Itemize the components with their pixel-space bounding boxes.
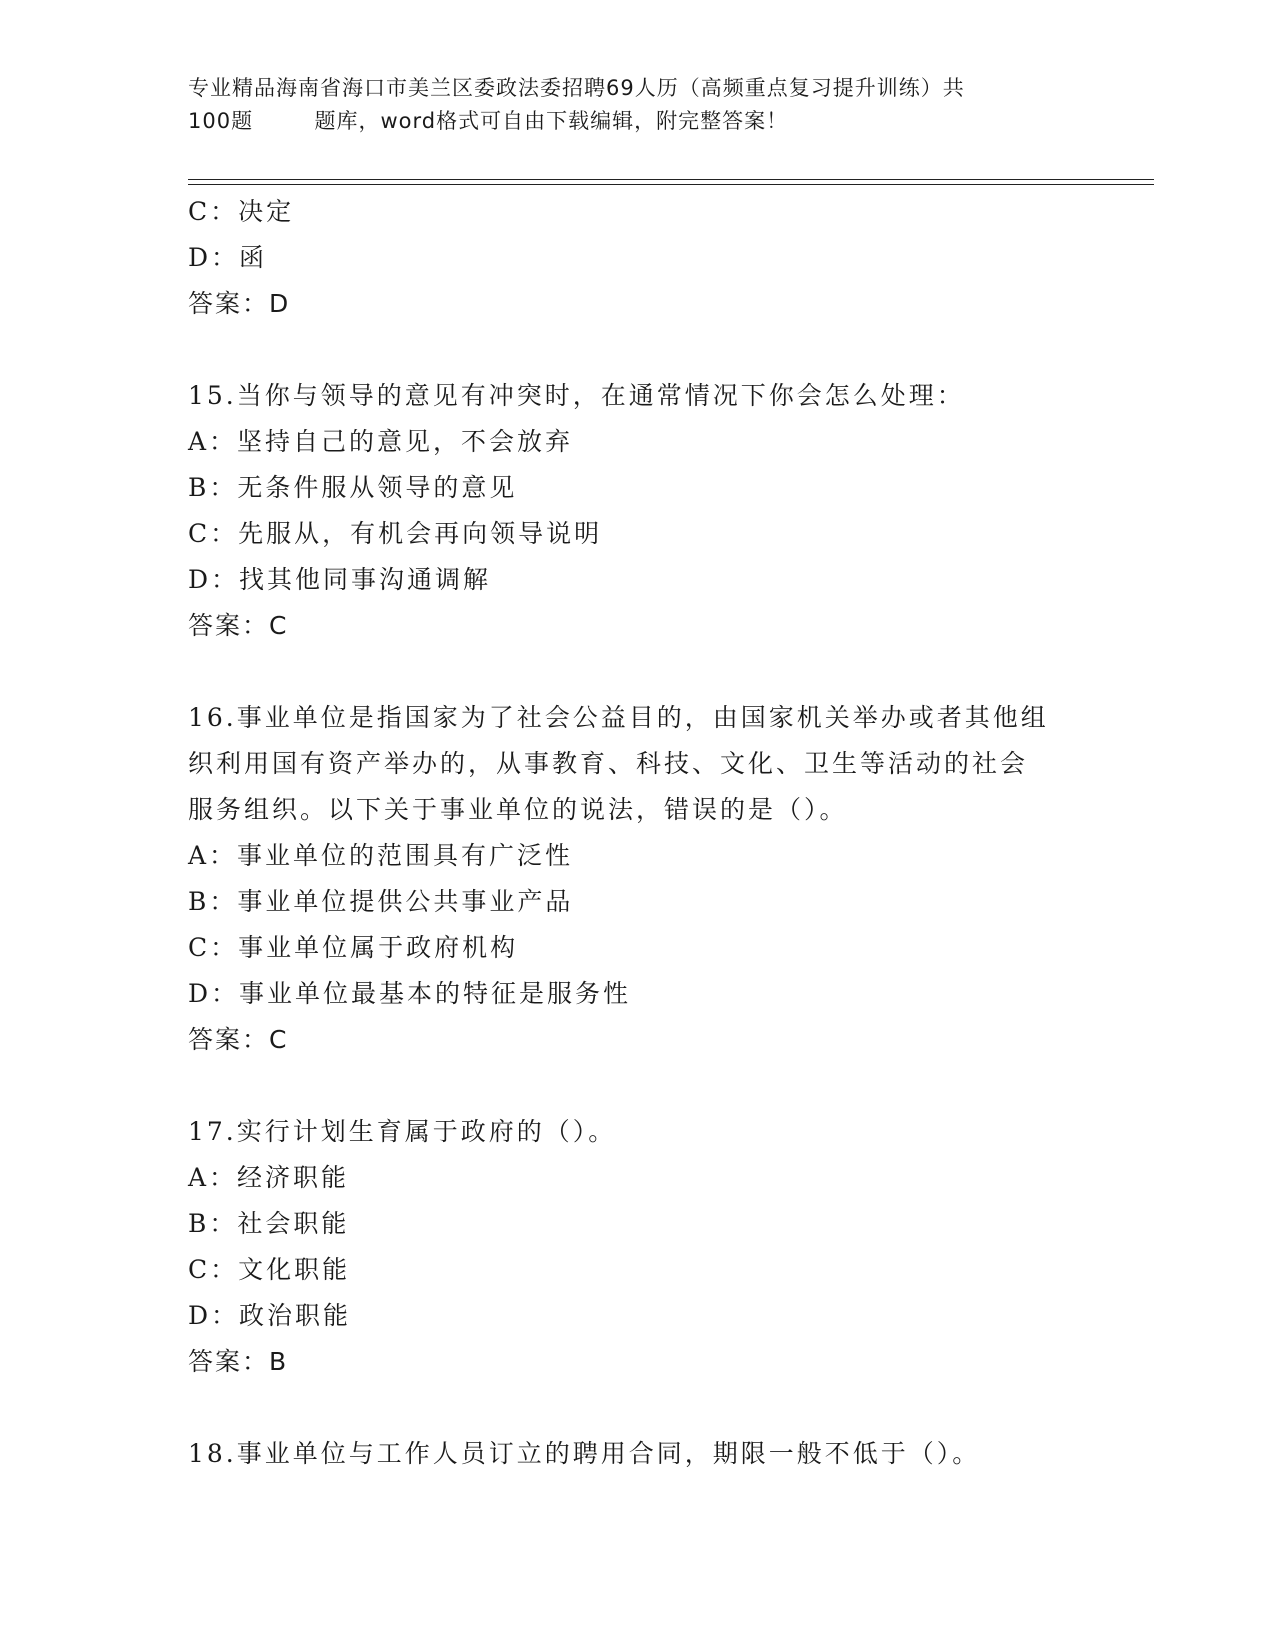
option-c: C：文化职能	[188, 1255, 351, 1284]
question-18	[188, 1431, 1088, 1477]
question-text: 15.当你与领导的意见有冲突时，在通常情况下你会怎么处理：	[188, 381, 965, 410]
question-text: 织利用国有资产举办的，从事教育、科技、文化、卫生等活动的社会	[188, 749, 1029, 778]
option-c: C：事业单位属于政府机构	[188, 933, 519, 962]
option-d: D：找其他同事沟通调解	[188, 565, 492, 594]
option-a: A：经济职能	[188, 1163, 350, 1192]
option-a: A：事业单位的范围具有广泛性	[188, 841, 574, 870]
answer-line: 答案：D	[188, 289, 291, 318]
option-d: D：政治职能	[188, 1301, 352, 1330]
spacer	[188, 1385, 1088, 1431]
previous-question-tail	[188, 189, 1088, 327]
question-text: 服务组织。以下关于事业单位的说法，错误的是（）。	[188, 795, 848, 824]
question-15	[188, 373, 1088, 649]
spacer	[188, 327, 1088, 373]
header-rule-bottom	[188, 184, 1154, 185]
question-text: 17.实行计划生育属于政府的（）。	[188, 1117, 617, 1146]
option-d: D：事业单位最基本的特征是服务性	[188, 979, 632, 1008]
option-a: A：坚持自己的意见，不会放弃	[188, 427, 574, 456]
spacer	[188, 649, 1088, 695]
spacer	[188, 1063, 1088, 1109]
header-line-1: 专业精品海南省海口市美兰区委政法委招聘69人历（高频重点复习提升训练）共	[188, 76, 965, 100]
answer-line: 答案：C	[188, 1025, 289, 1054]
option-d: D：函	[188, 243, 268, 272]
question-17	[188, 1109, 1088, 1385]
option-c: C：决定	[188, 197, 295, 226]
option-b: B：事业单位提供公共事业产品	[188, 887, 574, 916]
question-list	[188, 189, 1088, 1477]
option-b: B：社会职能	[188, 1209, 350, 1238]
answer-line: 答案：C	[188, 611, 289, 640]
document-header	[188, 72, 1088, 138]
option-c: C：先服从，有机会再向领导说明	[188, 519, 603, 548]
header-rule-top	[188, 179, 1154, 180]
question-16	[188, 695, 1088, 1063]
answer-line: 答案：B	[188, 1347, 289, 1376]
option-b: B：无条件服从领导的意见	[188, 473, 518, 502]
question-text: 18.事业单位与工作人员订立的聘用合同，期限一般不低于（）。	[188, 1439, 981, 1468]
header-line-2: 100题 题库，word格式可自由下载编辑，附完整答案！	[188, 109, 789, 133]
question-text: 16.事业单位是指国家为了社会公益目的，由国家机关举办或者其他组	[188, 703, 1049, 732]
